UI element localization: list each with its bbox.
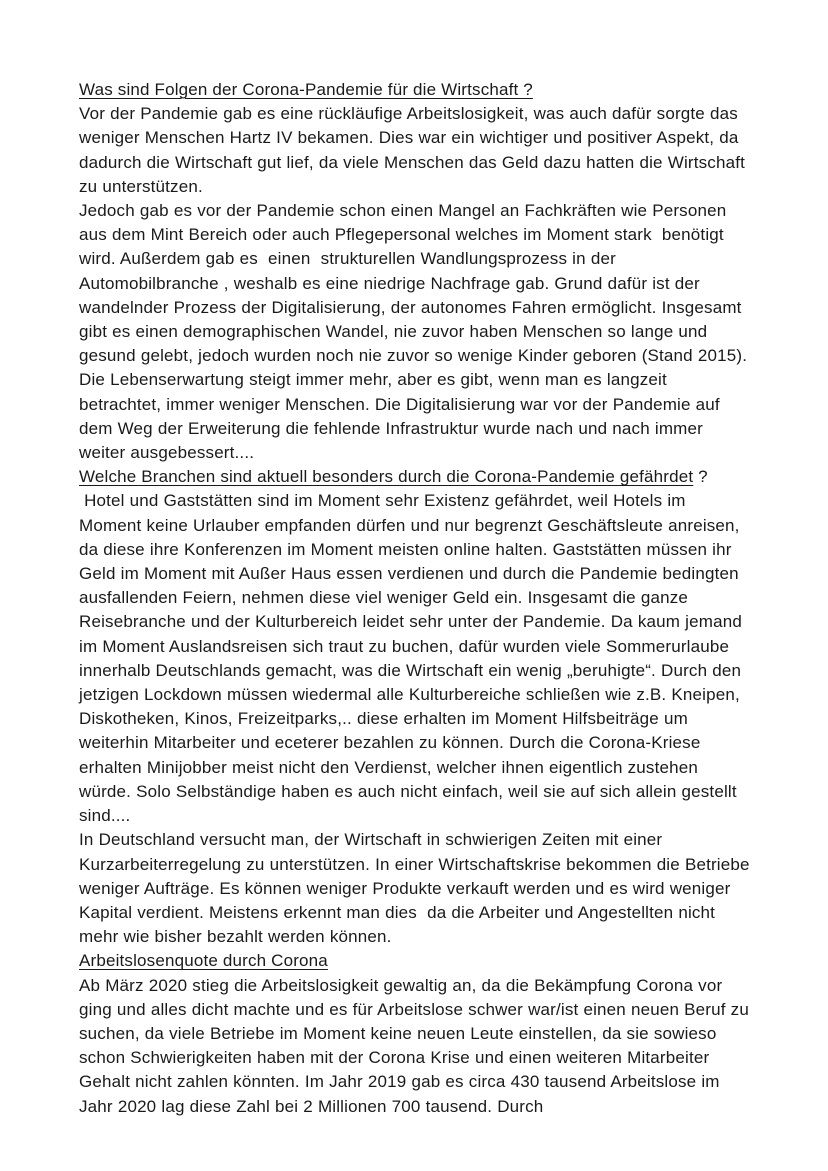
paragraph-hotel-und-gaststaetten: Hotel und Gaststätten sind im Moment sehr Existenz gefährdet, weil Hotels im Moment keine Urlauber empfanden dürfen und nur begrenzt Geschäftsleute anreisen, da diese ihre Konferenzen im Moment meisten online halten. Gaststätten müssen ihr Geld im Moment mit Außer Haus essen verdienen und durch die Pandemie bedingten ausfallenden Feiern, nehmen diese viel weniger Geld ein. Insgesamt die ganze Reisebranche und der Kulturbereich leidet sehr unter der Pandemie. Da kaum jemand im Moment Auslandsreisen sich traut zu buchen, dafür wurden viele Sommerurlaube innerhalb Deutschlands gemacht, was die Wirtschaft ein wenig „beruhigte“. Durch den jetzigen Lockdown müssen wiedermal alle Kulturbereiche schließen wie z.B. Kneipen, Diskotheken, Kinos, Freizeitparks,.. diese erhalten im Moment Hilfsbeiträge um weiterhin Mitarbeiter und eceterer bezahlen zu können. Durch die Corona-Kriese erhalten Minijobber meist nicht den Verdienst, welcher ihnen eigentlich zustehen würde. Solo Selbständige haben es auch nicht einfach, weil sie auf sich allein gestellt sind.... (79, 491, 748, 826)
section-heading-arbeitslosenquote (79, 949, 751, 973)
paragraph-jedoch-gab-es: Jedoch gab es vor der Pandemie schon einen Mangel an Fachkräften wie Personen aus dem Mint Bereich oder auch Pflegepersonal welches im Moment stark benötigt wird. Außerdem gab es einen strukturellen Wandlungsprozess in der Automobilbranche , weshalb es eine niedrige Nachfrage gab. Grund dafür ist der wandelnder Prozess der Digitalisierung, der autonomes Fahren ermöglicht. Insgesamt gibt es einen demographischen Wandel, nie zuvor haben Menschen so lange und gesund gelebt, jedoch wurden noch nie zuvor so wenige Kinder geboren (Stand 2015). Die Lebenserwartung steigt immer mehr, aber es gibt, wenn man es langzeit betrachtet, immer weniger Menschen. Die Digitalisierung war vor der Pandemie auf dem Weg der Erweiterung die fehlende Infrastruktur wurde nach und nach immer weiter ausgebessert.... (79, 201, 753, 463)
heading-underlined-text: Arbeitslosenquote durch Corona (79, 951, 328, 971)
heading-underlined-text: Welche Branchen sind aktuell besonders durch die Corona-Pandemie gefährdet (79, 467, 694, 487)
paragraph-vor-der-pandemie: Vor der Pandemie gab es eine rückläufige Arbeitslosigkeit, was auch dafür sorgte das weniger Menschen Hartz IV bekamen. Dies war ein wichtiger und positiver Aspekt, da dadurch die Wirtschaft gut lief, da viele Menschen das Geld dazu hatten die Wirtschaft zu unterstützen. (79, 104, 751, 196)
section-heading-folgen (79, 78, 751, 102)
document-text-body (79, 78, 755, 1119)
paragraph-ab-maerz-2020: Ab März 2020 stieg die Arbeitslosigkeit gewaltig an, da die Bekämpfung Corona vor ging und alles dicht machte und es für Arbeitslose schwer war/ist einen neuen Beruf zu suchen, da viele Betriebe im Moment keine neuen Leute einstellen, da sie sowieso schon Schwierigkeiten haben mit der Corona Krise und einen weiteren Mitarbeiter Gehalt nicht zahlen könnten. Im Jahr 2019 gab es circa 430 tausend Arbeitslose im Jahr 2020 lag diese Zahl bei 2 Millionen 700 tausend. Durch (79, 975, 755, 1116)
heading-trailing-text: ? (693, 467, 708, 487)
section-heading-branchen (79, 465, 751, 489)
paragraph-in-deutschland: In Deutschland versucht man, der Wirtschaft in schwierigen Zeiten mit einer Kurzarbeiterregelung zu unterstützen. In einer Wirtschaftskrise bekommen die Betriebe weniger Aufträge. Es können weniger Produkte verkauft werden und es wird weniger Kapital verdient. Meistens erkennt man dies da die Arbeiter und Angestellten nicht mehr wie bisher bezahlt werden können. (79, 830, 755, 947)
heading-underlined-text: Was sind Folgen der Corona-Pandemie für die Wirtschaft ? (79, 80, 533, 99)
